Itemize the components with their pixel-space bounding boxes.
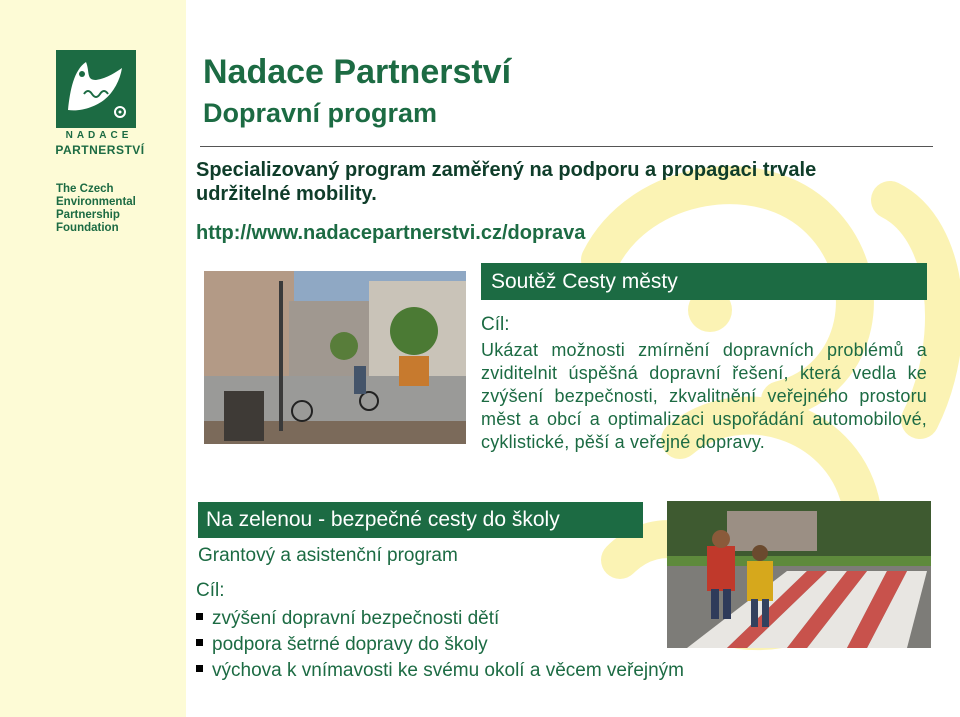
list-item-text: výchova k vnímavosti ke svému okolí a věcem veřejným	[212, 660, 685, 681]
page-subtitle: Dopravní program	[203, 98, 438, 128]
program-subheading: Grantový a asistenční program	[198, 545, 458, 566]
list-item-text: podpora šetrné dopravy do školy	[212, 634, 488, 655]
goal-label: Cíl:	[481, 314, 510, 335]
foundation-line: Environmental	[56, 196, 136, 208]
list-item-text: zvýšení dopravní bezpečnosti dětí	[212, 608, 500, 629]
bullet-square-icon	[196, 613, 203, 620]
foundation-line: Partnership	[56, 209, 120, 221]
goal-text: Ukázat možnosti zmírnění dopravních problémů a zviditelnit úspěšná dopravní řešení, která vedla ke zvýšení bezpečnosti, zkvalitnění veřejného prostoru měst a obcí a optimalizaci uspořádání automobilové, cyklistické, pěší a veřejné dopravy.	[481, 340, 927, 452]
sidebar	[0, 0, 186, 717]
crosswalk-photo	[667, 501, 931, 648]
list-item	[196, 606, 684, 632]
intro-text: Specializovaný program zaměřený na podporu a propagaci trvale udržitelné mobility.	[196, 159, 817, 205]
goal-label: Cíl:	[196, 580, 225, 601]
foundation-line: The Czech	[56, 183, 114, 195]
logo-word-partnerstvi: PARTNERSTVÍ	[55, 143, 145, 157]
foundation-line: Foundation	[56, 222, 119, 234]
foundation-name	[56, 183, 176, 235]
foundation-logo	[56, 50, 136, 128]
list-item	[196, 658, 684, 684]
street-photo	[204, 271, 466, 444]
section-heading-na-zelenou: Na zelenou - bezpečné cesty do školy	[198, 502, 643, 538]
list-item	[196, 632, 684, 658]
program-link[interactable]: http://www.nadacepartnerstvi.cz/doprava	[196, 222, 586, 244]
logo-word-nadace: NADACE	[65, 130, 133, 141]
header-divider	[200, 146, 933, 147]
bullet-square-icon	[196, 665, 203, 672]
bird-logo-icon	[56, 50, 136, 128]
page-title: Nadace Partnerství	[203, 53, 512, 91]
bullet-square-icon	[196, 639, 203, 646]
section-heading-cesty-mesty: Soutěž Cesty městy	[481, 263, 927, 300]
goal-list	[196, 606, 684, 684]
